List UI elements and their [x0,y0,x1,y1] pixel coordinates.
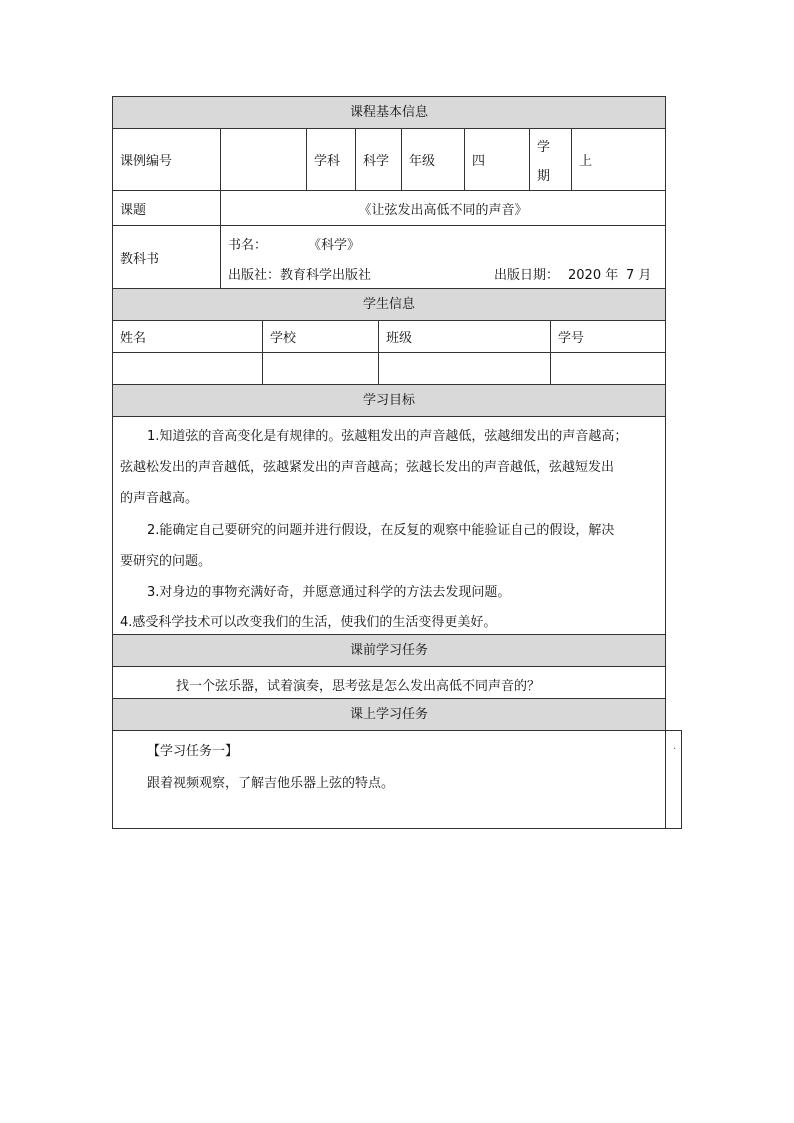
in-class-side-cell [665,730,682,829]
pre-task-body [112,666,666,699]
term-value: 上 [571,128,666,191]
objective-line-6: 3.对身边的事物充满好奇，并愿意通过科学的方法去发现问题。 [147,585,511,600]
student-info-header: 学生信息 [112,288,666,321]
basic-info-header: 课程基本信息 [112,96,666,129]
in-class-body [112,730,666,829]
subject-value: 科学 [355,128,402,191]
topic-label: 课题 [112,190,221,226]
side-cell-mark: . [673,741,677,752]
book-name-value: 《科学》 [308,238,361,253]
pre-task-text: 找一个弦乐器，试着演奏，思考弦是怎么发出高低不同声音的？ [176,679,541,694]
case-no-value [220,128,307,191]
in-class-header: 课上学习任务 [112,698,666,731]
objective-line-2: 弦越松发出的声音越低，弦越紧发出的声音越高；弦越长发出的声音越低，弦越短发出 [120,460,615,475]
publish-date-year: 2020 年 [568,268,619,283]
objectives-body [112,416,666,635]
term-label-part2: 期 [537,168,551,184]
textbook-label: 教科书 [112,225,221,289]
student-name-value [112,352,263,385]
publish-date-label: 出版日期： [494,268,560,283]
student-school-value [262,352,379,385]
student-col-name: 姓名 [112,320,263,353]
student-id-value [550,352,666,385]
pre-task-header: 课前学习任务 [112,634,666,667]
book-name-label: 书名： [228,238,268,253]
term-label [529,128,572,191]
textbook-details [220,225,666,289]
grade-label: 年级 [401,128,465,191]
publisher: 出版社：教育科学出版社 [228,268,372,283]
student-col-class: 班级 [378,320,551,353]
student-col-school: 学校 [262,320,379,353]
term-label-part1: 学 [537,139,551,155]
grade-value: 四 [464,128,530,191]
case-no-label: 课例编号 [112,128,221,191]
student-class-value [378,352,551,385]
student-col-id: 学号 [550,320,666,353]
objective-line-4: 2.能确定自己要研究的问题并进行假设，在反复的观察中能验证自己的假设，解决 [147,523,615,538]
objectives-header: 学习目标 [112,384,666,417]
objective-line-1: 1.知道弦的音高变化是有规律的。弦越粗发出的声音越低，弦越细发出的声音越高； [147,429,628,444]
task-one-title: 【学习任务一】 [147,744,239,759]
subject-label: 学科 [306,128,356,191]
objective-line-7: 4.感受科学技术可以改变我们的生活，使我们的生活变得更美好。 [120,615,497,630]
objective-line-5: 要研究的问题。 [120,554,212,569]
topic-value: 《让弦发出高低不同的声音》 [220,190,666,226]
publish-date-month: 7 月 [626,268,652,283]
objective-line-3: 的声音越高。 [120,491,199,506]
task-one-text: 跟着视频观察，了解吉他乐器上弦的特点。 [147,776,395,791]
